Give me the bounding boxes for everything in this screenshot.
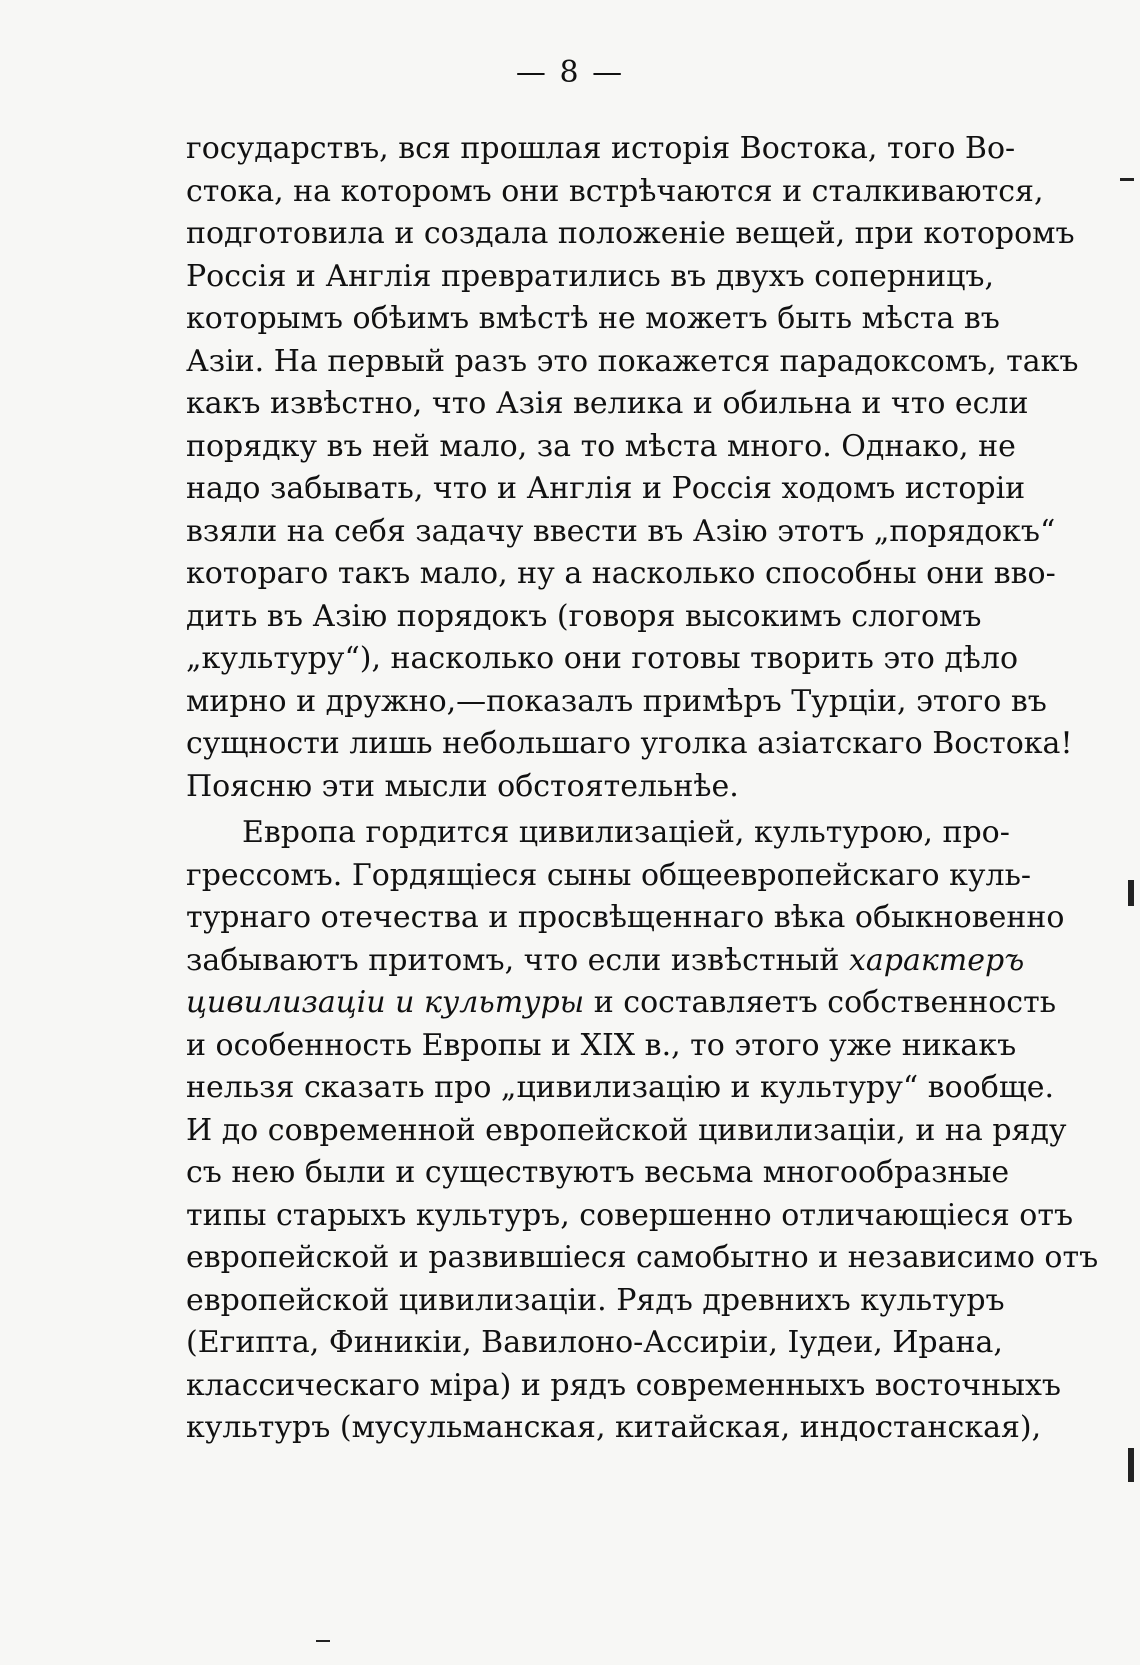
text-line: (Египта, Финикіи, Вавилоно-Ассиріи, Іудеи, Ирана, xyxy=(186,1325,1003,1360)
text-line: дить въ Азію порядокъ (говоря высокимъ слогомъ xyxy=(186,598,982,634)
text-line: Поясню эти мысли обстоятельнѣе. xyxy=(186,768,739,804)
text-line: мирно и дружно,—показалъ примѣръ Турціи, этого въ xyxy=(186,683,1047,719)
text-line: нельзя сказать про „цивилизацію и культуру“ вообще. xyxy=(186,1070,1055,1105)
paragraph-1 xyxy=(186,128,1079,808)
scan-mark xyxy=(1120,178,1134,181)
text-line: сущности лишь небольшаго уголка азіатскаго Востока! xyxy=(186,726,1073,761)
text-line: „культуру“), насколько они готовы творить это дѣло xyxy=(186,641,1019,676)
scan-mark xyxy=(316,1640,330,1642)
text-line: съ нею были и существуютъ весьма многообразные xyxy=(186,1155,1010,1190)
text-line: Россія и Англія превратились въ двухъ соперницъ, xyxy=(186,258,995,294)
text-line-with-italic xyxy=(186,982,1057,1025)
text-line: и особенность Европы и XIX в., то этого уже никакъ xyxy=(186,1027,1017,1063)
text-line: которымъ обѣимъ вмѣстѣ не можетъ быть мѣста въ xyxy=(186,301,1000,336)
text-line: государствъ, вся прошлая исторія Востока, того Во- xyxy=(186,131,1016,166)
text-line: культуръ (мусульманская, китайская, индостанская), xyxy=(186,1410,1042,1445)
text-line: европейской и развившіеся самобытно и независимо отъ xyxy=(186,1240,1099,1275)
page-number: — 8 — xyxy=(515,55,625,90)
text-line: типы старыхъ культуръ, совершенно отличающіеся отъ xyxy=(186,1197,1074,1233)
text-line: какъ извѣстно, что Азія велика и обильна и что если xyxy=(186,386,1029,421)
text-line: Азіи. На первый разъ это покажется парадоксомъ, такъ xyxy=(186,343,1079,379)
text-line: европейской цивилизаціи. Рядъ древнихъ культуръ xyxy=(186,1282,1005,1318)
scan-mark xyxy=(1128,880,1134,906)
text-line: Европа гордится цивилизаціей, культурою, про- xyxy=(242,815,1010,850)
scan-mark xyxy=(1128,1448,1134,1482)
text-line: классическаго міра) и рядъ современныхъ восточныхъ xyxy=(186,1367,1061,1403)
text-line: взяли на себя задачу ввести въ Азію этотъ „порядокъ“ xyxy=(186,513,1056,549)
italic-text: цивилизаціи и культуры xyxy=(186,985,585,1020)
text-line: порядку въ ней мало, за то мѣста много. Однако, не xyxy=(186,428,1016,464)
text-line: грессомъ. Гордящіеся сыны общеевропейскаго куль- xyxy=(186,857,1032,893)
paragraph-2 xyxy=(186,812,1099,1450)
text-line: И до современной европейской цивилизаціи, и на ряду xyxy=(186,1112,1067,1148)
text-line: котораго такъ мало, ну а насколько способны они вво- xyxy=(186,556,1056,591)
italic-text: характеръ xyxy=(848,942,1025,978)
text-segment: и составляетъ собственность xyxy=(593,985,1057,1020)
text-line: надо забывать, что и Англія и Россія ходомъ исторіи xyxy=(186,471,1026,506)
text-line: стока, на которомъ они встрѣчаются и сталкиваются, xyxy=(186,173,1044,209)
text-line: подготовила и создала положеніе вещей, при которомъ xyxy=(186,216,1075,251)
text-line-with-italic xyxy=(186,940,1025,983)
text-block xyxy=(186,128,1099,1450)
text-line: турнаго отечества и просвѣщеннаго вѣка обыкновенно xyxy=(186,900,1065,935)
text-segment: забываютъ притомъ, что если извѣстный xyxy=(186,942,840,978)
